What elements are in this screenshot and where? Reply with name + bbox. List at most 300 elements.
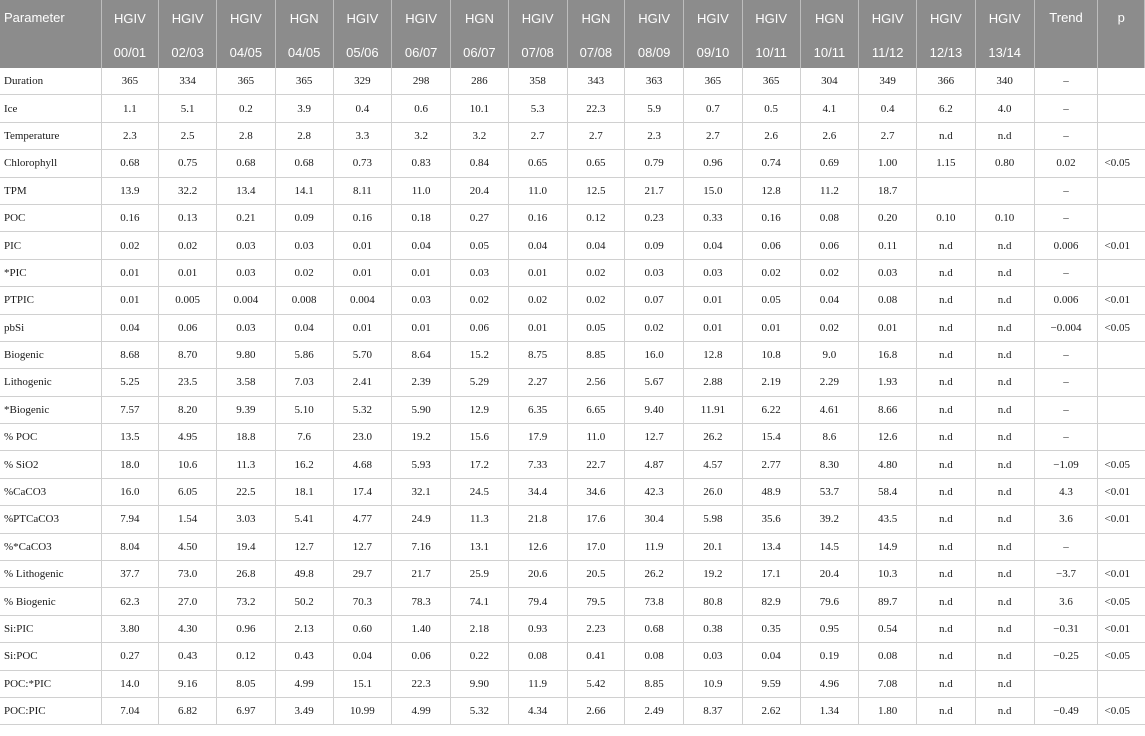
site-header: HGIV xyxy=(684,0,743,37)
trend-cell: 0.006 xyxy=(1034,287,1098,314)
table-cell: 8.85 xyxy=(625,670,684,697)
table-cell: 12.7 xyxy=(625,424,684,451)
table-cell: 3.2 xyxy=(392,122,451,149)
table-cell: 0.02 xyxy=(800,314,859,341)
table-cell: 8.70 xyxy=(159,341,217,368)
site-header: HGIV xyxy=(101,0,159,37)
table-cell: 18.8 xyxy=(217,424,276,451)
year-header: 09/10 xyxy=(684,37,743,68)
p-value-cell xyxy=(1098,259,1145,286)
table-cell: 0.01 xyxy=(392,314,451,341)
table-cell: n.d xyxy=(917,615,976,642)
table-cell: 14.0 xyxy=(101,670,159,697)
row-label: Si:POC xyxy=(0,643,101,670)
trend-cell: 4.3 xyxy=(1034,478,1098,505)
year-header: 08/09 xyxy=(625,37,684,68)
table-row xyxy=(0,588,1145,615)
table-cell: 22.3 xyxy=(392,670,451,697)
table-cell: 26.8 xyxy=(217,561,276,588)
trend-header: Trend xyxy=(1034,0,1098,68)
site-header: HGIV xyxy=(333,0,392,37)
table-cell: 7.03 xyxy=(275,369,333,396)
table-cell: 0.008 xyxy=(275,287,333,314)
p-value-cell: <0.05 xyxy=(1098,451,1145,478)
table-cell: 5.32 xyxy=(451,697,509,724)
table-cell: 12.6 xyxy=(859,424,917,451)
table-cell: n.d xyxy=(975,341,1034,368)
table-row xyxy=(0,533,1145,560)
table-cell: 343 xyxy=(567,68,625,95)
table-cell: n.d xyxy=(975,451,1034,478)
row-label: PIC xyxy=(0,232,101,259)
trend-cell: −1.09 xyxy=(1034,451,1098,478)
table-cell: 0.69 xyxy=(800,150,859,177)
table-cell: 43.5 xyxy=(859,506,917,533)
table-cell: 10.6 xyxy=(159,451,217,478)
table-cell: 5.29 xyxy=(451,369,509,396)
table-cell: 17.6 xyxy=(567,506,625,533)
table-cell: 0.6 xyxy=(392,95,451,122)
table-cell: 16.8 xyxy=(859,341,917,368)
table-cell: 0.68 xyxy=(275,150,333,177)
table-cell: 13.9 xyxy=(101,177,159,204)
table-cell: 4.80 xyxy=(859,451,917,478)
table-cell: 7.33 xyxy=(508,451,567,478)
table-row xyxy=(0,561,1145,588)
table-cell: 0.68 xyxy=(625,615,684,642)
table-cell: 16.0 xyxy=(101,478,159,505)
trend-cell: 3.6 xyxy=(1034,506,1098,533)
table-cell: n.d xyxy=(975,561,1034,588)
table-cell: 0.01 xyxy=(333,259,392,286)
table-cell: 0.12 xyxy=(217,643,276,670)
table-body xyxy=(0,68,1145,725)
p-value-cell: <0.05 xyxy=(1098,643,1145,670)
table-cell: 5.98 xyxy=(684,506,743,533)
year-header: 04/05 xyxy=(275,37,333,68)
table-cell: 18.1 xyxy=(275,478,333,505)
table-cell: n.d xyxy=(975,259,1034,286)
p-value-cell: <0.01 xyxy=(1098,478,1145,505)
table-cell: 0.06 xyxy=(392,643,451,670)
year-header: 06/07 xyxy=(451,37,509,68)
table-cell: 0.04 xyxy=(333,643,392,670)
table-cell: 0.68 xyxy=(101,150,159,177)
table-cell: 5.86 xyxy=(275,341,333,368)
table-cell: 8.75 xyxy=(508,341,567,368)
table-cell: n.d xyxy=(975,314,1034,341)
table-cell: 1.93 xyxy=(859,369,917,396)
table-cell: 11.2 xyxy=(800,177,859,204)
row-label: % POC xyxy=(0,424,101,451)
table-cell: 2.13 xyxy=(275,615,333,642)
table-cell: 11.91 xyxy=(684,396,743,423)
table-row xyxy=(0,506,1145,533)
table-cell: 0.01 xyxy=(101,259,159,286)
table-cell: 298 xyxy=(392,68,451,95)
table-cell: 0.20 xyxy=(859,204,917,231)
table-cell: 0.08 xyxy=(625,643,684,670)
table-cell: 0.96 xyxy=(684,150,743,177)
table-cell: n.d xyxy=(917,424,976,451)
table-cell: 0.05 xyxy=(742,287,800,314)
table-cell: 0.80 xyxy=(975,150,1034,177)
table-cell: 4.87 xyxy=(625,451,684,478)
table-cell: 2.88 xyxy=(684,369,743,396)
table-cell: n.d xyxy=(975,670,1034,697)
table-cell: 11.9 xyxy=(625,533,684,560)
table-cell: 365 xyxy=(275,68,333,95)
table-cell: n.d xyxy=(975,287,1034,314)
p-value-cell xyxy=(1098,424,1145,451)
table-cell: 4.99 xyxy=(392,697,451,724)
table-cell: 9.90 xyxy=(451,670,509,697)
table-cell: 0.06 xyxy=(159,314,217,341)
table-row xyxy=(0,341,1145,368)
table-row xyxy=(0,177,1145,204)
year-header: 06/07 xyxy=(392,37,451,68)
table-cell: 3.3 xyxy=(333,122,392,149)
site-header: HGN xyxy=(451,0,509,37)
table-cell: 6.22 xyxy=(742,396,800,423)
table-cell: 20.1 xyxy=(684,533,743,560)
table-cell: 329 xyxy=(333,68,392,95)
year-header: 13/14 xyxy=(975,37,1034,68)
table-cell: 7.04 xyxy=(101,697,159,724)
table-cell: 23.5 xyxy=(159,369,217,396)
table-cell: n.d xyxy=(975,424,1034,451)
table-cell: 79.4 xyxy=(508,588,567,615)
table-cell: n.d xyxy=(975,396,1034,423)
table-cell: n.d xyxy=(917,533,976,560)
table-cell: 0.04 xyxy=(567,232,625,259)
table-cell: 0.005 xyxy=(159,287,217,314)
table-cell: 34.6 xyxy=(567,478,625,505)
table-cell: 3.03 xyxy=(217,506,276,533)
table-cell: 19.2 xyxy=(684,561,743,588)
table-cell: 0.01 xyxy=(742,314,800,341)
table-cell: 78.3 xyxy=(392,588,451,615)
table-cell: 11.3 xyxy=(451,506,509,533)
table-row xyxy=(0,643,1145,670)
table-cell: 2.77 xyxy=(742,451,800,478)
table-cell: 334 xyxy=(159,68,217,95)
table-cell: n.d xyxy=(975,232,1034,259)
p-value-cell xyxy=(1098,95,1145,122)
table-cell: 0.05 xyxy=(567,314,625,341)
trend-cell: −0.25 xyxy=(1034,643,1098,670)
table-cell: 0.60 xyxy=(333,615,392,642)
table-cell: 1.15 xyxy=(917,150,976,177)
table-cell: 0.01 xyxy=(859,314,917,341)
table-cell: 5.9 xyxy=(625,95,684,122)
table-cell: 0.18 xyxy=(392,204,451,231)
table-cell: 0.02 xyxy=(159,232,217,259)
row-label: *Biogenic xyxy=(0,396,101,423)
table-cell: 14.5 xyxy=(800,533,859,560)
table-cell: 12.8 xyxy=(742,177,800,204)
table-cell: 19.2 xyxy=(392,424,451,451)
table-cell: 79.5 xyxy=(567,588,625,615)
table-cell: 0.08 xyxy=(859,643,917,670)
table-cell: 0.04 xyxy=(508,232,567,259)
table-cell: n.d xyxy=(975,643,1034,670)
site-header: HGIV xyxy=(917,0,976,37)
table-cell: 5.67 xyxy=(625,369,684,396)
p-value-cell xyxy=(1098,122,1145,149)
table-cell: n.d xyxy=(975,615,1034,642)
table-cell: 42.3 xyxy=(625,478,684,505)
table-cell: 22.5 xyxy=(217,478,276,505)
table-cell: 2.56 xyxy=(567,369,625,396)
table-cell: 0.03 xyxy=(275,232,333,259)
table-cell: 8.05 xyxy=(217,670,276,697)
table-cell: 363 xyxy=(625,68,684,95)
table-cell: 13.1 xyxy=(451,533,509,560)
table-cell: 3.80 xyxy=(101,615,159,642)
table-cell: 12.7 xyxy=(275,533,333,560)
trend-cell xyxy=(1034,670,1098,697)
table-cell: 0.06 xyxy=(800,232,859,259)
site-header: HGIV xyxy=(625,0,684,37)
table-cell: 6.2 xyxy=(917,95,976,122)
table-cell: 0.03 xyxy=(451,259,509,286)
table-cell: 349 xyxy=(859,68,917,95)
table-cell: 0.01 xyxy=(333,232,392,259)
table-cell: n.d xyxy=(917,396,976,423)
table-cell: 0.02 xyxy=(625,314,684,341)
table-row xyxy=(0,204,1145,231)
table-cell: 0.11 xyxy=(859,232,917,259)
table-cell: 0.03 xyxy=(859,259,917,286)
table-cell: 0.43 xyxy=(275,643,333,670)
table-cell: 5.32 xyxy=(333,396,392,423)
table-cell: 9.59 xyxy=(742,670,800,697)
table-cell: 1.34 xyxy=(800,697,859,724)
table-cell: 17.1 xyxy=(742,561,800,588)
table-cell: 29.7 xyxy=(333,561,392,588)
table-cell: 0.33 xyxy=(684,204,743,231)
table-cell: 0.02 xyxy=(567,259,625,286)
table-cell: 22.3 xyxy=(567,95,625,122)
site-header: HGIV xyxy=(217,0,276,37)
table-cell: 304 xyxy=(800,68,859,95)
table-cell: 0.21 xyxy=(217,204,276,231)
table-cell: 5.70 xyxy=(333,341,392,368)
p-value-cell: <0.05 xyxy=(1098,697,1145,724)
table-cell: n.d xyxy=(975,478,1034,505)
trend-cell: – xyxy=(1034,122,1098,149)
table-cell: 16.0 xyxy=(625,341,684,368)
table-cell: 15.2 xyxy=(451,341,509,368)
table-cell: 0.09 xyxy=(625,232,684,259)
table-cell: 0.10 xyxy=(975,204,1034,231)
table-cell: 0.04 xyxy=(275,314,333,341)
site-header: HGIV xyxy=(159,0,217,37)
table-cell: 2.19 xyxy=(742,369,800,396)
table-cell: 14.9 xyxy=(859,533,917,560)
table-cell: 7.6 xyxy=(275,424,333,451)
table-cell: 0.19 xyxy=(800,643,859,670)
table-cell: 0.96 xyxy=(217,615,276,642)
table-cell: 0.35 xyxy=(742,615,800,642)
table-cell: 1.40 xyxy=(392,615,451,642)
trend-cell: – xyxy=(1034,95,1098,122)
table-cell: 0.27 xyxy=(101,643,159,670)
table-cell: 24.9 xyxy=(392,506,451,533)
table-cell: 0.95 xyxy=(800,615,859,642)
table-cell: 8.66 xyxy=(859,396,917,423)
table-cell: 73.0 xyxy=(159,561,217,588)
table-cell: 24.5 xyxy=(451,478,509,505)
p-value-header: p xyxy=(1098,0,1145,68)
table-cell: 82.9 xyxy=(742,588,800,615)
table-cell: 16.2 xyxy=(275,451,333,478)
trend-cell: −3.7 xyxy=(1034,561,1098,588)
trend-cell: −0.004 xyxy=(1034,314,1098,341)
table-cell: 6.05 xyxy=(159,478,217,505)
table-cell: 2.23 xyxy=(567,615,625,642)
table-cell: n.d xyxy=(975,122,1034,149)
table-cell: 0.2 xyxy=(217,95,276,122)
table-cell: 0.004 xyxy=(333,287,392,314)
table-cell: 89.7 xyxy=(859,588,917,615)
table-cell: 2.8 xyxy=(217,122,276,149)
table-cell: 4.61 xyxy=(800,396,859,423)
table-cell: 22.7 xyxy=(567,451,625,478)
table-cell: n.d xyxy=(917,670,976,697)
table-cell: 5.93 xyxy=(392,451,451,478)
table-cell: 73.2 xyxy=(217,588,276,615)
table-cell: n.d xyxy=(975,506,1034,533)
table-cell: 0.16 xyxy=(333,204,392,231)
table-cell: 7.94 xyxy=(101,506,159,533)
table-cell: 12.8 xyxy=(684,341,743,368)
table-cell: 9.39 xyxy=(217,396,276,423)
row-label: POC xyxy=(0,204,101,231)
table-cell: 365 xyxy=(684,68,743,95)
table-cell: 3.49 xyxy=(275,697,333,724)
table-cell: 358 xyxy=(508,68,567,95)
table-cell: 13.4 xyxy=(217,177,276,204)
table-cell: 5.90 xyxy=(392,396,451,423)
table-row xyxy=(0,287,1145,314)
site-header: HGN xyxy=(275,0,333,37)
table-cell: n.d xyxy=(917,478,976,505)
row-label: Ice xyxy=(0,95,101,122)
table-cell: 12.6 xyxy=(508,533,567,560)
table-cell: 2.3 xyxy=(101,122,159,149)
table-cell: 10.8 xyxy=(742,341,800,368)
table-row xyxy=(0,697,1145,724)
table-cell: 0.04 xyxy=(684,232,743,259)
year-header: 11/12 xyxy=(859,37,917,68)
table-cell: 12.9 xyxy=(451,396,509,423)
table-cell: 4.68 xyxy=(333,451,392,478)
table-cell: 0.04 xyxy=(800,287,859,314)
table-cell: 0.08 xyxy=(800,204,859,231)
table-cell: 0.01 xyxy=(684,287,743,314)
table-cell: 286 xyxy=(451,68,509,95)
table-header xyxy=(0,0,1145,68)
table-cell: 2.6 xyxy=(800,122,859,149)
table-cell: 53.7 xyxy=(800,478,859,505)
table-cell: 0.06 xyxy=(451,314,509,341)
trend-cell: – xyxy=(1034,424,1098,451)
row-label: Duration xyxy=(0,68,101,95)
table-cell: 0.54 xyxy=(859,615,917,642)
table-cell: 10.9 xyxy=(684,670,743,697)
table-cell: 2.66 xyxy=(567,697,625,724)
table-cell: 0.79 xyxy=(625,150,684,177)
table-cell: 62.3 xyxy=(101,588,159,615)
table-cell: 9.80 xyxy=(217,341,276,368)
table-cell: 39.2 xyxy=(800,506,859,533)
table-cell: 5.10 xyxy=(275,396,333,423)
table-cell: 3.58 xyxy=(217,369,276,396)
table-cell: n.d xyxy=(917,588,976,615)
table-cell: 0.01 xyxy=(101,287,159,314)
table-cell: 34.4 xyxy=(508,478,567,505)
p-value-cell xyxy=(1098,68,1145,95)
table-cell: 4.0 xyxy=(975,95,1034,122)
table-cell: 26.0 xyxy=(684,478,743,505)
row-label: POC:PIC xyxy=(0,697,101,724)
table-cell: 0.03 xyxy=(625,259,684,286)
trend-cell: – xyxy=(1034,369,1098,396)
table-cell: 4.30 xyxy=(159,615,217,642)
p-value-cell: <0.01 xyxy=(1098,287,1145,314)
table-cell: 2.7 xyxy=(567,122,625,149)
table-cell: 2.39 xyxy=(392,369,451,396)
table-cell: 7.57 xyxy=(101,396,159,423)
table-cell: 0.01 xyxy=(333,314,392,341)
trend-cell: – xyxy=(1034,533,1098,560)
trend-cell: 3.6 xyxy=(1034,588,1098,615)
year-header: 04/05 xyxy=(217,37,276,68)
site-header: HGIV xyxy=(392,0,451,37)
table-cell: 0.09 xyxy=(275,204,333,231)
table-cell: 6.97 xyxy=(217,697,276,724)
table-row xyxy=(0,396,1145,423)
table-cell: 0.16 xyxy=(508,204,567,231)
table-cell: 49.8 xyxy=(275,561,333,588)
p-value-cell: <0.05 xyxy=(1098,588,1145,615)
table-cell: 0.03 xyxy=(392,287,451,314)
table-cell: 0.04 xyxy=(101,314,159,341)
table-cell: 0.65 xyxy=(567,150,625,177)
table-cell xyxy=(917,177,976,204)
table-cell: 5.25 xyxy=(101,369,159,396)
table-cell: 0.27 xyxy=(451,204,509,231)
table-cell: n.d xyxy=(917,643,976,670)
table-cell: 2.8 xyxy=(275,122,333,149)
row-label: %PTCaCO3 xyxy=(0,506,101,533)
year-header: 02/03 xyxy=(159,37,217,68)
trend-cell: – xyxy=(1034,396,1098,423)
row-label: %*CaCO3 xyxy=(0,533,101,560)
table-cell: 7.08 xyxy=(859,670,917,697)
table-cell: 6.82 xyxy=(159,697,217,724)
table-cell: 4.77 xyxy=(333,506,392,533)
table-cell: 0.04 xyxy=(742,643,800,670)
table-cell: n.d xyxy=(975,533,1034,560)
p-value-cell xyxy=(1098,204,1145,231)
table-cell: 20.5 xyxy=(567,561,625,588)
row-label: *PIC xyxy=(0,259,101,286)
table-cell: 8.6 xyxy=(800,424,859,451)
table-cell: 48.9 xyxy=(742,478,800,505)
